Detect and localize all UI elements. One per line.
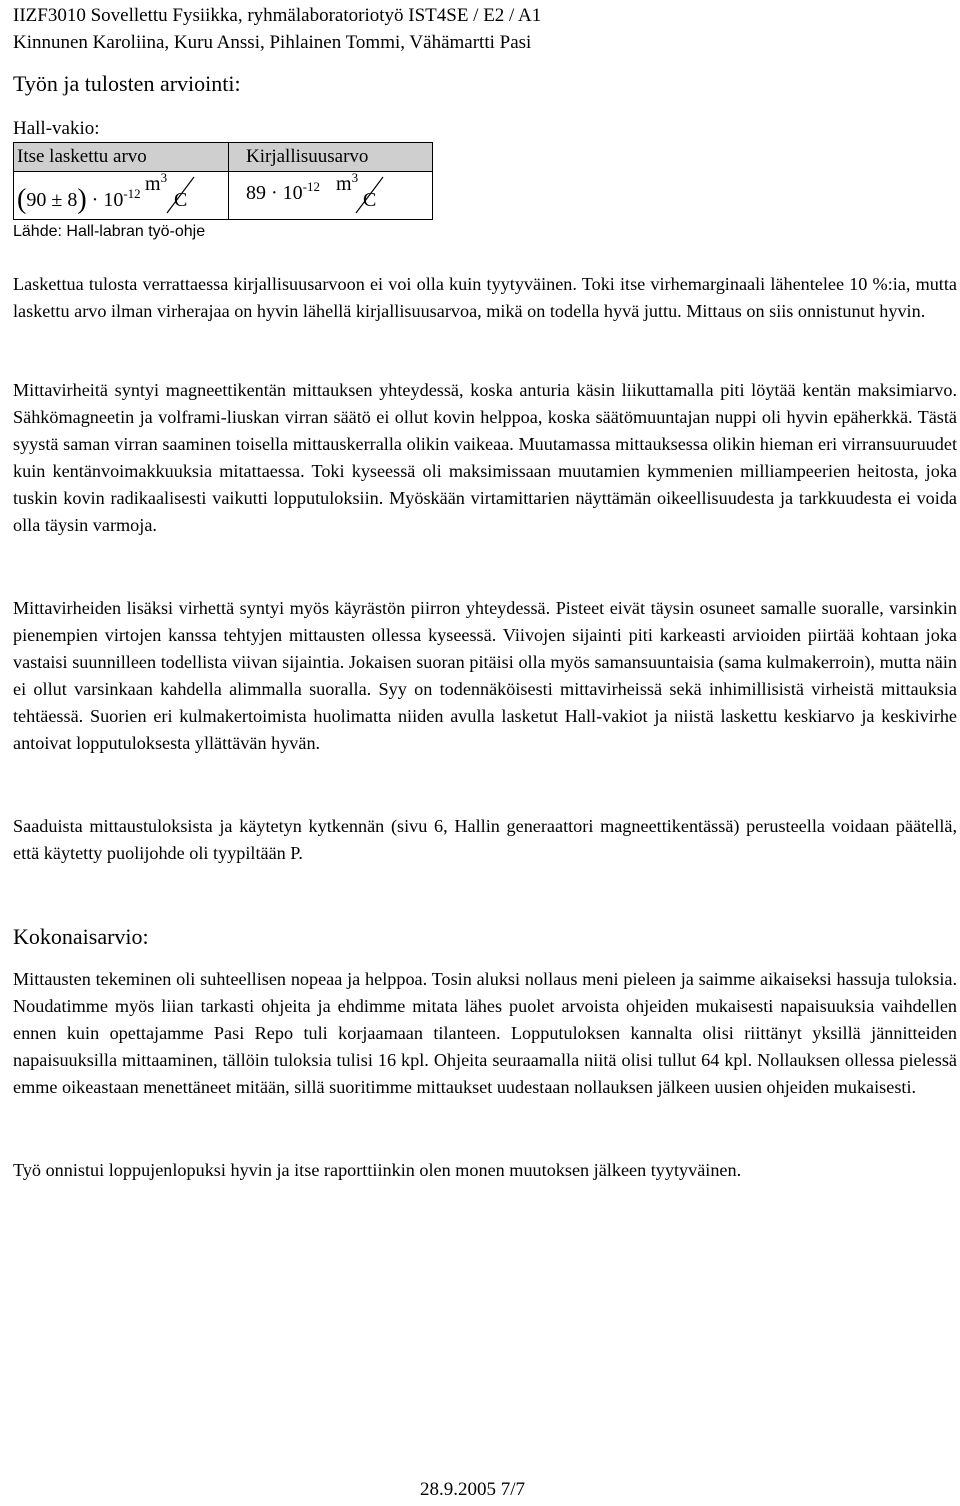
- unit-exponent: 3: [160, 170, 168, 185]
- table-header-literature: Kirjallisuusarvo: [228, 142, 433, 172]
- plus-minus-sign: ±: [51, 189, 63, 211]
- paragraph-comparison: Laskettua tulosta verrattaessa kirjallisuusarvoon ei voi olla kuin tyytyväinen. Toki itse virhemarginaali lähentelee 10 %:ia, mutta laskettu arvo ilman virherajaa on hyvin lähellä kirjallisuusarvoa, mikä on todella hyvä juttu. Mittaus on siis onnistunut hyvin.: [13, 274, 957, 321]
- unit-numerator: m: [336, 173, 352, 195]
- table-cell-calculated: [13, 171, 229, 220]
- power-base: 10: [103, 189, 124, 211]
- header-course-line: IIZF3010 Sovellettu Fysiikka, ryhmälaboratoriotyö IST4SE / E2 / A1: [13, 5, 542, 26]
- section-heading-evaluation: Työn ja tulosten arviointi:: [13, 71, 241, 96]
- document-header: [13, 2, 541, 56]
- paragraph-overall-conclusion: Työ onnistui loppujenlopuksi hyvin ja itse raporttiinkin olen monen muutoksen jälkeen tyytyväinen.: [13, 1160, 742, 1180]
- literature-value-formula: [246, 179, 321, 205]
- calculated-value-number: 90: [26, 189, 47, 211]
- section-heading-overall: Kokonaisarvio:: [13, 924, 149, 949]
- formula-paren-close: ): [77, 184, 87, 215]
- unit-numerator: m: [145, 173, 161, 195]
- multiply-dot: ·: [271, 182, 278, 204]
- power-base: 10: [282, 182, 303, 204]
- calculated-value-formula: [17, 182, 141, 214]
- power-exponent: -12: [302, 179, 321, 194]
- table-header-calculated: Itse laskettu arvo: [13, 142, 229, 172]
- power-exponent: -12: [123, 186, 141, 201]
- literature-value-number: 89: [246, 182, 266, 204]
- table-cell-literature: [228, 171, 433, 220]
- paragraph-overall-process: Mittausten tekeminen oli suhteellisen nopeaa ja helppoa. Tosin aluksi nollaus meni pieleen ja saimme aikaiseksi hassuja tuloksia. Noudatimme myös liian tarkasti ohjeita ja ehdimme mitata lähes puolet arvoista ohjeiden mukaisesti napaisuuksia vaihdellen ennen kuin opettajamme Pasi Repo tuli korjaamaan tilanteen. Lopputuloksen kannalta olisi riittänyt yksillä jännitteiden napaisuuksilla mittaaminen, tällöin tuloksia tulisi 16 kpl. Ohjeita seuraamalla niitä olisi tullut 64 kpl. Nollauksen ollessa pielessä emme oikeastaan menettäneet mitään, sillä suoritimme mittaukset uudestaan nollauksen jälkeen uusien ohjeiden mukaisesti.: [13, 969, 957, 1097]
- multiply-dot: ·: [91, 189, 99, 211]
- unit-exponent: 3: [351, 170, 359, 185]
- paragraph-measurement-errors: Mittavirheitä syntyi magneettikentän mittauksen yhteydessä, koska anturia käsin liikuttamalla piti löytää kentän maksimiarvo. Sähkömagneetin ja volframi-liuskan virran säätö ei ollut kovin helppoa, koska säätömuuntajan nuppi oli hyvin epäherkkä. Tästä syystä saman virran saaminen toisella mittauskerralla olikin vaikeaa. Muutamassa mittauksessa olikin hieman eri virransuuruudet kuin kentänvoimakkuuksia mitattaessa. Toki kyseessä oli maksimissaan muutamien kymmenien milliampeerien heitosta, joka tuskin kovin radikaalisesti vaikutti lopputuloksiin. Myöskään virtamittarien näyttämän oikeellisuudesta ja tarkkuudesta ei voida olla täysin varmoja.: [13, 380, 957, 535]
- hall-constant-label: Hall-vakio:: [13, 118, 100, 139]
- document-page: [13, 0, 959, 1506]
- page-footer: 28.9.2005 7/7: [420, 1479, 526, 1500]
- calculated-value-error: 8: [67, 189, 78, 211]
- hall-constant-table: [13, 142, 433, 220]
- paragraph-graph-errors: Mittavirheiden lisäksi virhettä syntyi myös käyrästön piirron yhteydessä. Pisteet eivät täysin osuneet samalle suoralle, varsinkin pienempien virtojen kanssa tehtyjen mittausten ollessa kyseessä. Viivojen sijainti piti karkeasti arvioiden piirtää kohtaan joka vastaisi suunnilleen todellista viivan sijaintia. Jokaisen suoran pitäisi olla myös samansuuntaisia (sama kulmakerroin), mutta näin ei ollut varsinkaan kahdella alimmalla suoralla. Syy on todennäköisesti mittavirheissä sekä inhimillisistä virheistä mittauksia tehtäessä. Suorien eri kulmakertoimista huolimatta niiden avulla lasketut Hall-vakiot ja niistä laskettu keskiarvo ja keskivirhe antoivat lopputuloksesta yllättävän hyvän.: [13, 598, 957, 753]
- paragraph-semiconductor-type: Saaduista mittaustuloksista ja käytetyn kytkennän (sivu 6, Hallin generaattori magneettikentässä) perusteella voidaan päätellä, että käytetty puolijohde oli tyypiltään P.: [13, 816, 957, 863]
- calculated-unit-denominator: C: [174, 189, 188, 211]
- table-source-note: Lähde: Hall-labran työ-ohje: [13, 223, 206, 240]
- formula-paren-open: (: [17, 184, 27, 215]
- literature-unit-denominator: C: [363, 189, 377, 211]
- header-authors-line: Kinnunen Karoliina, Kuru Anssi, Pihlainen Tommi, Vähämartti Pasi: [13, 32, 532, 53]
